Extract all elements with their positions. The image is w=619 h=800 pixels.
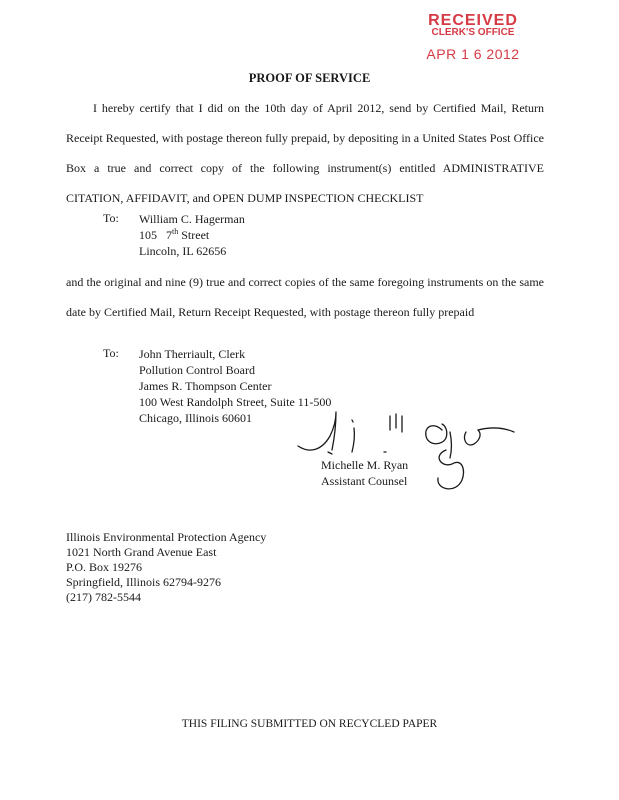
recipient-2-line: 100 West Randolph Street, Suite 11-500 <box>139 395 332 409</box>
agency-line: (217) 782-5544 <box>66 590 141 604</box>
stamp-date: APR 1 6 2012 <box>426 46 520 62</box>
signer-title: Assistant Counsel <box>321 474 408 488</box>
agency-line: Springfield, Illinois 62794-9276 <box>66 575 221 589</box>
recipient-2-line: James R. Thompson Center <box>139 379 272 393</box>
recipient-1-street-number: 105 <box>139 228 157 242</box>
intro-paragraph: I hereby certify that I did on the 10th day of April 2012, send by Certified Mail, Return Receipt Requested, with postage thereon fully prepaid, by depositing in a United States Post Office Box a true and correct copy of the following instrument(s) entitled ADMINISTRATIVE CITATION, AFFIDAVIT, and OPEN DUMP INSPECTION CHECKLIST <box>66 101 544 205</box>
agency-address-block <box>66 530 266 605</box>
recipient-1-to-label: To: <box>103 211 119 225</box>
middle-paragraph-block <box>66 267 544 327</box>
recipient-1-city: Lincoln, IL 62656 <box>139 244 227 258</box>
footer-note: THIS FILING SUBMITTED ON RECYCLED PAPER <box>181 718 438 730</box>
middle-paragraph: and the original and nine (9) true and correct copies of the same foregoing instruments on the same date by Certified Mail, Return Receipt Requested, with postage thereon fully prepaid <box>66 275 544 319</box>
recipient-1-street <box>139 227 245 243</box>
recipient-2-line: Pollution Control Board <box>139 363 256 377</box>
agency-line: P.O. Box 19276 <box>66 560 143 574</box>
signer-block <box>321 457 408 489</box>
recipient-1-street-ordinal-suffix: th <box>172 227 179 236</box>
recipient-2-line: John Therriault, Clerk <box>139 347 246 361</box>
recipient-1-address <box>139 211 245 259</box>
agency-line: 1021 North Grand Avenue East <box>66 545 217 559</box>
stamp-office-text: CLERK'S OFFICE <box>431 27 515 38</box>
stamp-received-text: RECEIVED <box>428 12 518 29</box>
document-title: PROOF OF SERVICE <box>248 71 371 85</box>
intro-paragraph-block <box>66 93 544 213</box>
recipient-2-to-label: To: <box>103 346 119 360</box>
recipient-1-name: William C. Hagerman <box>139 212 245 226</box>
received-stamp <box>408 12 538 63</box>
agency-line: Illinois Environmental Protection Agency <box>66 530 267 544</box>
recipient-2-line: Chicago, Illinois 60601 <box>139 411 252 425</box>
signer-name: Michelle M. Ryan <box>321 458 409 472</box>
recipient-1-street-name: Street <box>181 228 210 242</box>
recipient-1-street-ordinal: 7 <box>166 228 172 242</box>
